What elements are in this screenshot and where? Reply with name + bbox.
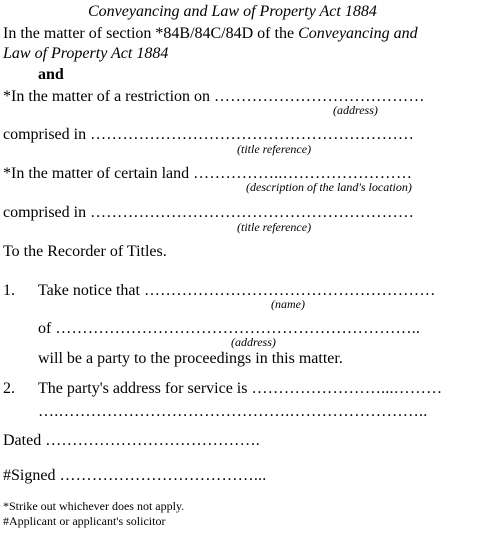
party-address-field[interactable]: ………………………………………………………….. xyxy=(55,320,421,337)
item-1-line xyxy=(38,282,436,300)
title-reference-field-1[interactable]: …………………………………………………… xyxy=(90,126,415,143)
restriction-address-field[interactable]: ………………………………… xyxy=(214,88,425,105)
title-reference-hint-1: (title reference) xyxy=(237,142,312,156)
party-name-hint: (name) xyxy=(271,297,305,311)
take-notice-label: Take notice that xyxy=(38,282,144,299)
party-name-field[interactable]: ……………………………………………… xyxy=(143,282,436,299)
service-address-field-line-2[interactable]: ….…………………………………….…………………….. xyxy=(38,403,428,420)
footnote-strike: *Strike out whichever does not apply. xyxy=(3,499,185,513)
footnote-applicant: #Applicant or applicant's solicitor xyxy=(3,514,166,528)
party-statement: will be a party to the proceedings in this matter. xyxy=(38,350,343,367)
item-1-number: 1. xyxy=(3,282,15,299)
of-label: of xyxy=(38,320,56,337)
signature-field[interactable]: ………………………………... xyxy=(59,467,267,484)
comprised-line-1 xyxy=(3,126,414,144)
signed-line xyxy=(3,467,266,485)
service-address-label: The party's address for service is xyxy=(38,380,252,397)
signed-label: #Signed xyxy=(3,467,60,484)
act-name-part-1: Conveyancing and xyxy=(298,25,418,42)
restriction-label: *In the matter of a restriction on xyxy=(3,88,215,105)
and-connector: and xyxy=(38,66,64,83)
item-2-line xyxy=(38,380,442,398)
service-address-field[interactable]: ……………………...……… xyxy=(251,380,443,397)
matter-line-1 xyxy=(3,25,418,43)
land-label: *In the matter of certain land xyxy=(3,165,194,182)
dated-line xyxy=(3,432,260,450)
comprised-label-1: comprised in xyxy=(3,126,91,143)
of-line xyxy=(38,320,420,338)
dated-label: Dated xyxy=(3,432,46,449)
party-address-hint: (address) xyxy=(231,335,276,349)
land-location-hint: (description of the land's location) xyxy=(246,180,412,194)
recorder-line: To the Recorder of Titles. xyxy=(3,243,167,260)
title-reference-hint-2: (title reference) xyxy=(237,220,312,234)
land-location-field[interactable]: ……………..…………………… xyxy=(193,165,413,182)
comprised-line-2 xyxy=(3,204,414,222)
matter-prefix: In the matter of section *84B/84C/84D of the xyxy=(3,25,299,42)
restriction-hint: (address) xyxy=(333,103,378,117)
title-reference-field-2[interactable]: …………………………………………………… xyxy=(90,204,415,221)
form-title: Conveyancing and Law of Property Act 1884 xyxy=(88,3,377,20)
comprised-label-2: comprised in xyxy=(3,204,91,221)
date-field[interactable]: …………………………………. xyxy=(45,432,261,449)
act-name-part-2: Law of Property Act 1884 xyxy=(3,45,169,62)
item-2-number: 2. xyxy=(3,380,15,397)
